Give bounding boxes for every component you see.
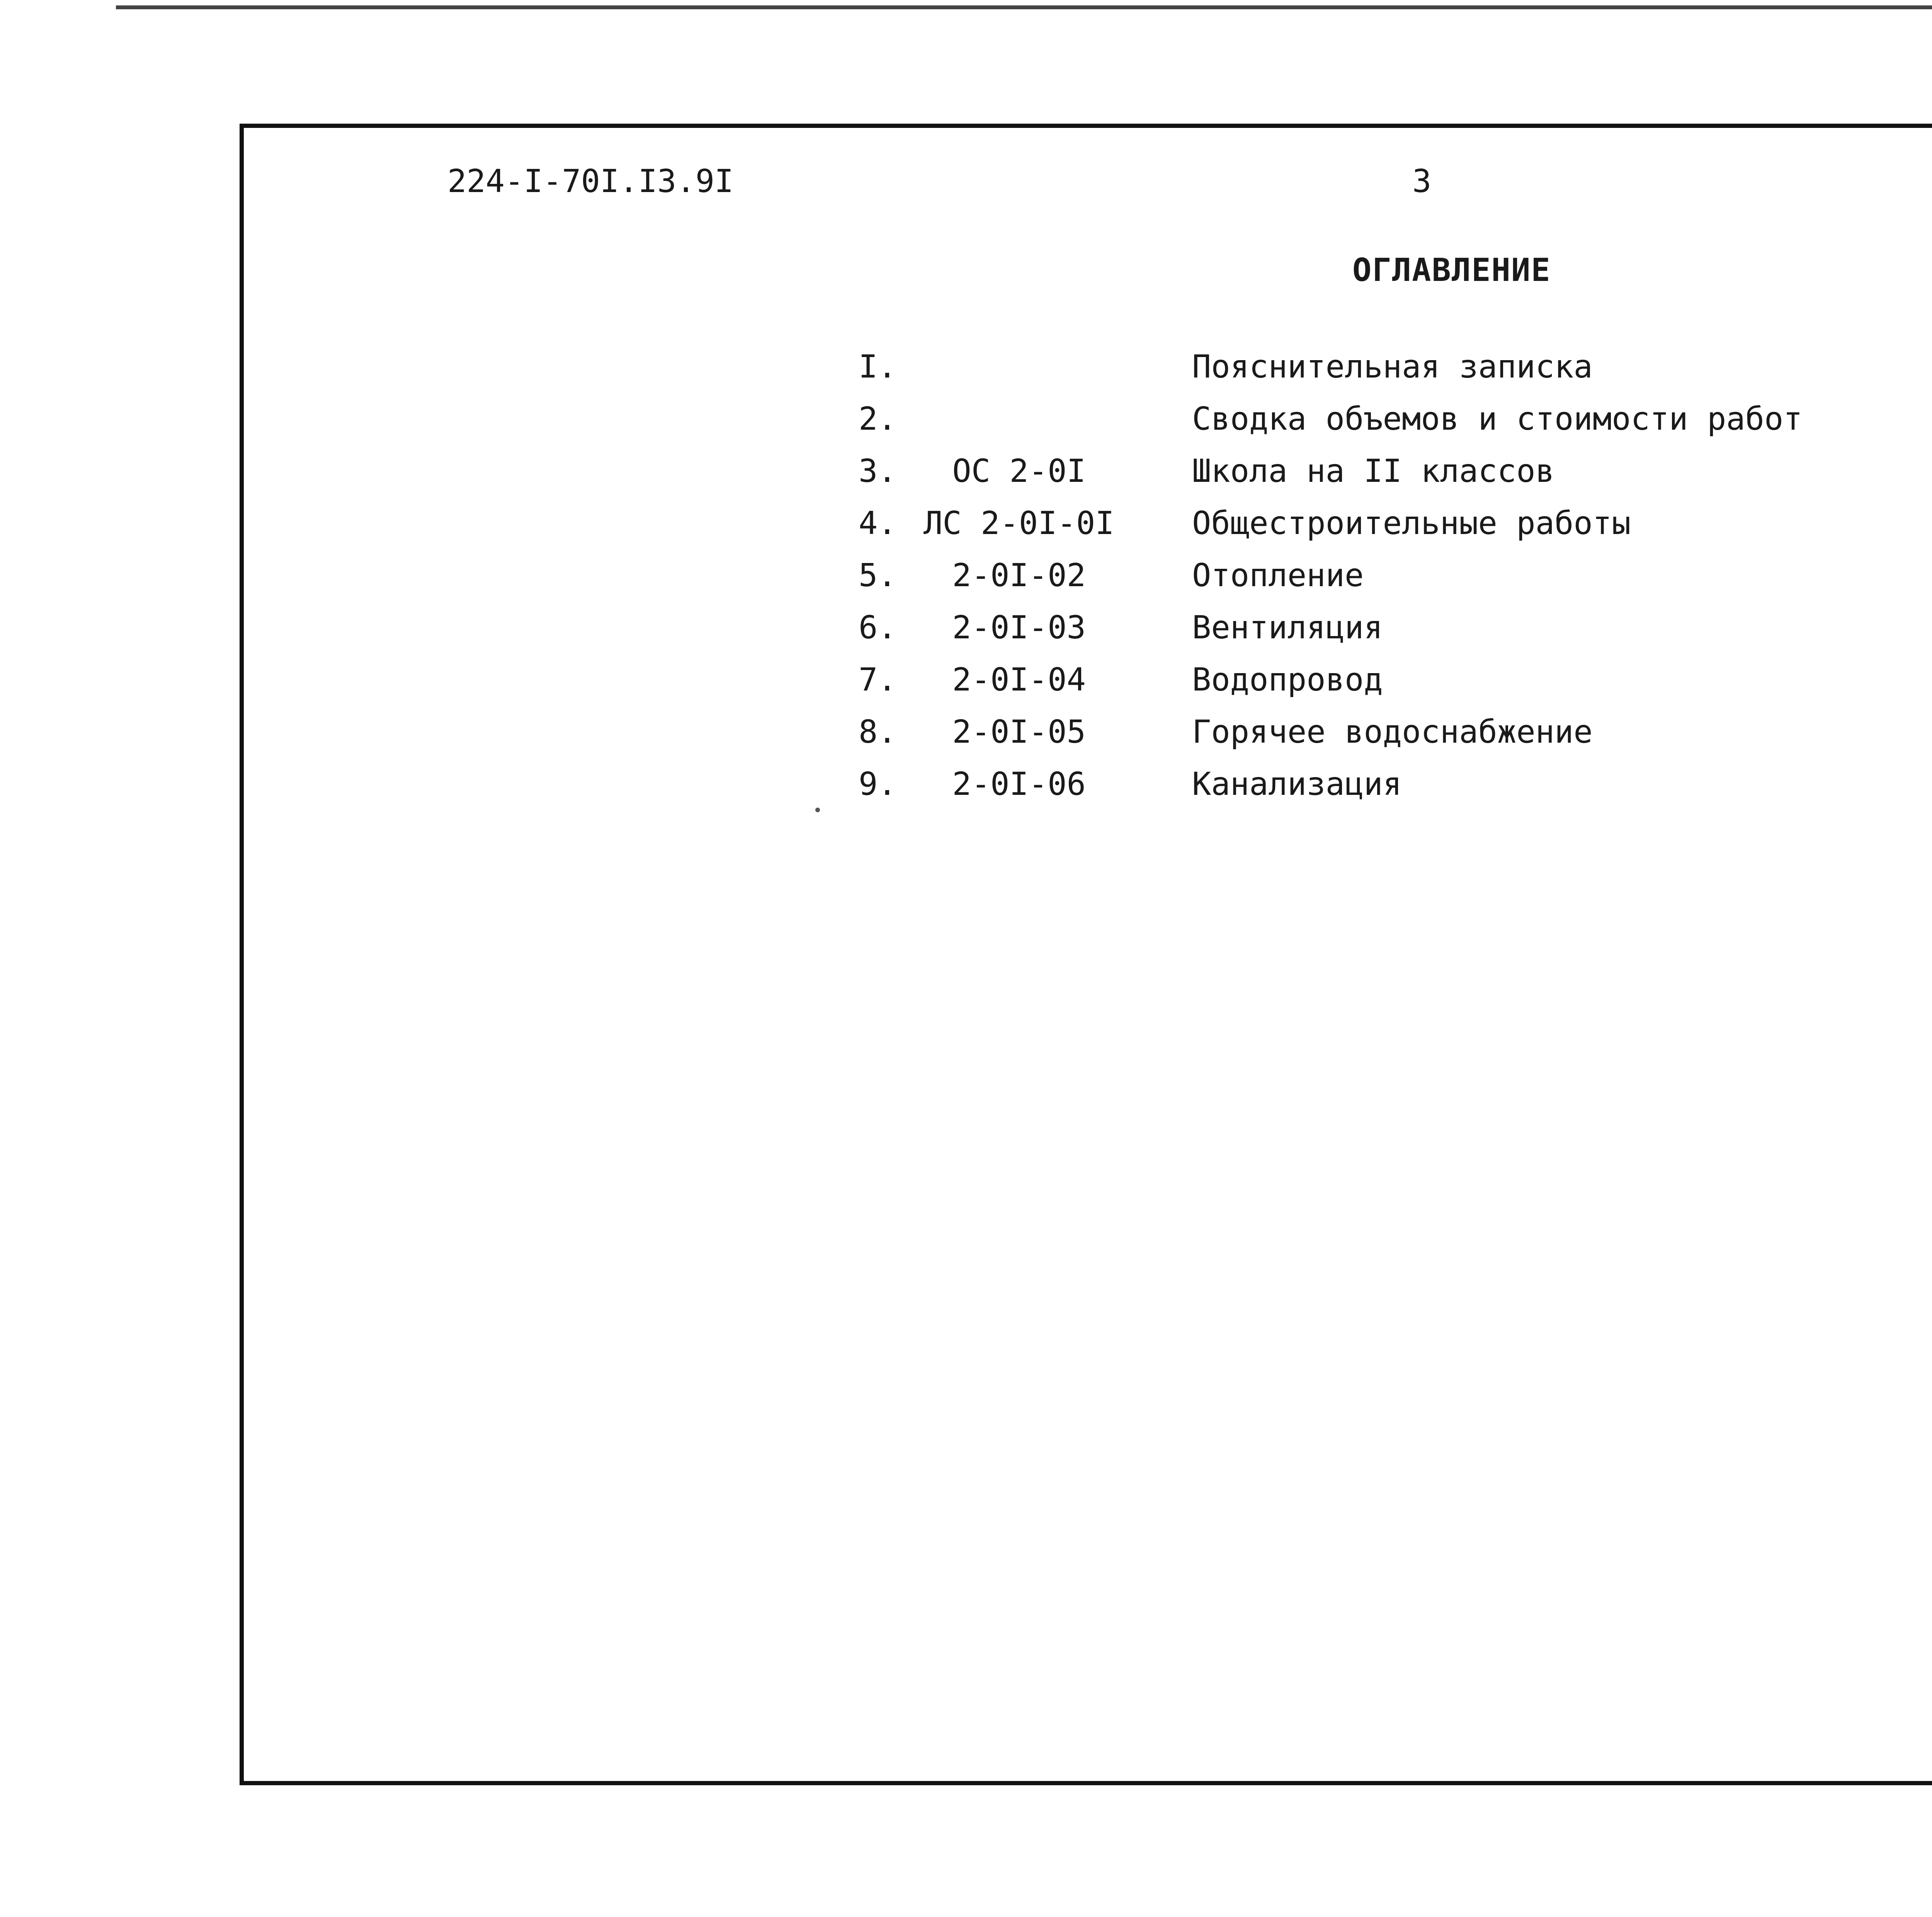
toc-row-title: Пояснительная записка (1192, 349, 1593, 385)
toc-row-code: 2-0I-03 (952, 609, 1086, 646)
toc-row-title: Горячее водоснабжение (1192, 714, 1593, 750)
toc-row-title: Общестроительные работы (1192, 505, 1631, 542)
toc-row-number: 9. (859, 766, 897, 803)
scan-speck (815, 808, 820, 812)
toc-row-number: 6. (859, 609, 897, 646)
toc-row (0, 504, 1932, 547)
toc-row-title: Канализация (1192, 766, 1402, 803)
toc-row-code: 2-0I-04 (952, 662, 1086, 698)
toc-row-title: Сводка объемов и стоимости работ (1192, 401, 1803, 437)
toc-row-title: Водопровод (1192, 662, 1383, 698)
toc-row-code: ЛС 2-0I-0I (923, 505, 1114, 542)
toc-row-number: 8. (859, 714, 897, 750)
toc-row (0, 452, 1932, 495)
page-number: 3 (1412, 163, 1432, 200)
toc-row-number: 4. (859, 505, 897, 542)
toc-row-code: 2-0I-06 (952, 766, 1086, 803)
toc-row (0, 609, 1932, 651)
toc-row (0, 713, 1932, 755)
toc-row-code: ОС 2-0I (952, 453, 1086, 490)
toc-title: ОГЛАВЛЕНИЕ (1352, 252, 1551, 289)
toc-row (0, 765, 1932, 808)
toc-row-number: 7. (859, 662, 897, 698)
toc-row-title: Школа на II классов (1192, 453, 1554, 490)
document-code: 224-I-70I.I3.9I (447, 163, 734, 200)
toc-row (0, 661, 1932, 703)
toc-row (0, 400, 1932, 442)
toc-row-number: 2. (859, 401, 897, 437)
toc-row (0, 556, 1932, 599)
toc-row-number: 5. (859, 557, 897, 594)
toc-row (0, 348, 1932, 390)
toc-row-number: 3. (859, 453, 897, 490)
toc-row-title: Вентиляция (1192, 609, 1383, 646)
scan-top-border (116, 5, 1932, 9)
toc-row-code: 2-0I-05 (952, 714, 1086, 750)
toc-row-code: 2-0I-02 (952, 557, 1086, 594)
toc-row-number: I. (859, 349, 897, 385)
toc-row-title: Отопление (1192, 557, 1364, 594)
